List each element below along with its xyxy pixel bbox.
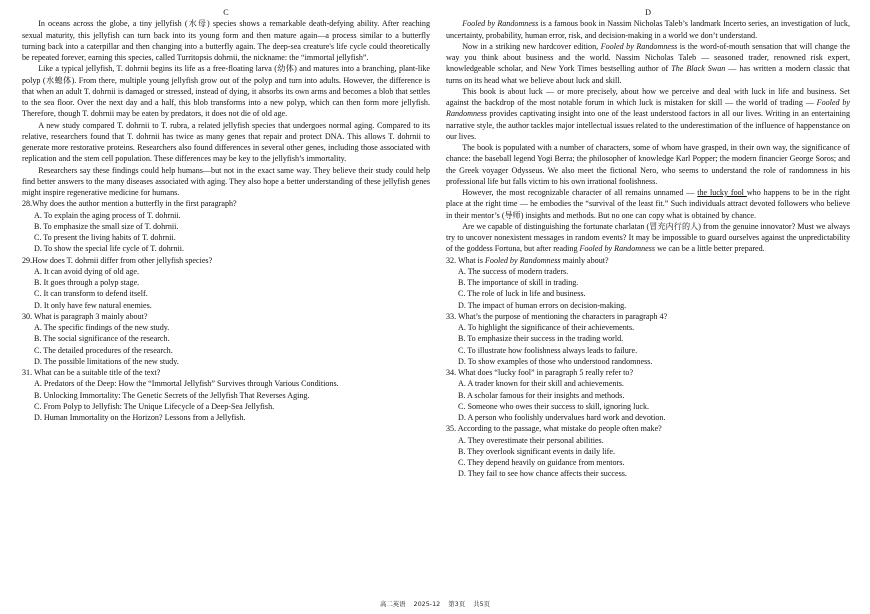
passage-d-paragraph-1 <box>446 18 850 41</box>
paragraph-text: — has written a modern classic that turns on its head what we believe about luck and skill. <box>446 64 851 85</box>
page-footer <box>0 600 870 608</box>
option-d: D. A person who foolishly undervalues hard work and devotion. <box>458 413 666 422</box>
paragraph-text: who happens to be in the right place at the right time — he embodies the “survival of the least fit.” Such individuals attract devoted followers who believe in their mentor’s (导师) insights and methods. But no one can copy what is obtained by chance. <box>446 188 851 220</box>
question-stem <box>446 255 850 266</box>
passage-c-paragraph-1: In oceans across the globe, a tiny jellyfish (水母) species shows a remarkable death-defying ability. After reaching sexual maturity, this jellyfish can turn back into its young form and then mature again—a process similar to a butterfly turning back into a caterpillar and then changing into a butterfly again. The deep-sea creature's life cycle could theoretically be repeated forever, earning this species, called Turritopsis dohrnii, the nickname: the “immortal jellyfish”. <box>22 19 430 62</box>
footer-subject: 高二英语 <box>379 600 406 608</box>
book-title: Fooled by Randomness <box>484 255 561 265</box>
passage-c-heading: C <box>223 8 229 17</box>
option-b: B. Unlocking Immortality: The Genetic Secrets of the Jellyfish That Reverses Aging. <box>34 390 310 400</box>
option-d: D. The possible limitations of the new study. <box>34 356 179 366</box>
option-b: B. The social significance of the research. <box>34 334 170 344</box>
question-29 <box>22 255 430 311</box>
option-a: A. To explain the aging process of T. dohrnii. <box>34 210 181 220</box>
option-d: D. The impact of human errors on decision-making. <box>458 300 627 310</box>
question-stem: 31. What can be a suitable title of the text? <box>22 368 161 377</box>
question-31 <box>22 367 430 423</box>
paragraph-text: Now in a striking new hardcover edition, <box>462 41 601 51</box>
option-b: B. It goes through a polyp stage. <box>34 278 140 287</box>
passage-d-column <box>446 7 850 480</box>
option-c: C. The role of luck in life and business. <box>458 289 586 299</box>
option-a: A. The success of modern traders. <box>458 266 569 276</box>
option-d: D. To show examples of those who understood randomness. <box>458 356 653 366</box>
option-c: C. It can transform to defend itself. <box>34 289 148 299</box>
question-35 <box>446 423 850 479</box>
question-stem: 34. What does “lucky fool” in paragraph 5 really refer to? <box>446 368 634 377</box>
option-b: B. They overlook significant events in daily life. <box>458 446 615 456</box>
option-d: D. They fail to see how chance affects their success. <box>458 469 627 479</box>
question-30 <box>22 311 430 367</box>
question-28 <box>22 198 430 254</box>
option-c: C. The detailed procedures of the research. <box>34 345 173 355</box>
paragraph-text: is a famous book in Nassim Nicholas Taleb’s landmark Incerto series, an investigation of luck, uncertainty, probability, human error, risk, and decision-making in a world we don’t understand. <box>446 19 850 40</box>
paragraph-text: Are we capable of distinguishing the fortunate charlatan (冒充内行的人) from the genuine innovator? Must we always try to uncover nonexistent messages in random events? It may be impossible to guard ourselves against the unpredictability of the goddess Fortuna, but after reading <box>446 221 850 254</box>
paragraph-text: is the word-of-mouth sensation that will change the way you think about business and the world. Nassim Nicholas Taleb — seasoned trader, renowned risk expert, knowledgeable scholar, and New York Times bestselling author of <box>446 41 850 74</box>
footer-page-number: 第3页 <box>448 600 466 608</box>
option-a: A. They overestimate their personal abilities. <box>458 435 604 445</box>
option-b: B. To emphasize the small size of T. dohrnii. <box>34 221 179 231</box>
option-b: B. The importance of skill in trading. <box>458 278 579 287</box>
option-a: A. Predators of the Deep: How the “Immortal Jellyfish” Survives through Various Conditions. <box>34 379 339 389</box>
passage-d-heading: D <box>645 8 651 17</box>
option-c: C. Someone who owes their success to skill, ignoring luck. <box>458 401 650 411</box>
passage-c-paragraph-3: A new study compared T. dohrnii to T. rubra, a related jellyfish species that undergoes normal aging. Compared to its relative, researchers found that T. dohrnii has twice as many genes that repair and protect DNA. This allows T. dohrnii to generate more restorative proteins. Researchers also found differences in several other genes, including those associated with replication and the stem cell population. These differences may be key to the jellyfish’s immortality. <box>22 120 430 164</box>
footer-date: 2025-12 <box>413 600 441 608</box>
passage-c-paragraph-2: Like a typical jellyfish, T. dohrnii begins its life as a free-floating larva (幼体) and matures into a branching, plant-like polyp (水螅体). From there, multiple young jellyfish grow out of the polyp and turn into adults. However, the difference is that when an adult T. dohrnii is damaged or stressed, instead of dying, it absorbs its own arms and becomes a blob that settles to the sea floor. Over the next day and a half, this blob transforms into a new polyp, which can then form more jellyfish. Therefore, though T. dohrnii may be eaten by predators, it does not die of old age. <box>22 64 430 119</box>
option-a: A. A trader known for their skill and achievements. <box>458 379 624 389</box>
option-b: B. To emphasize their success in the trading world. <box>458 334 624 344</box>
option-d: D. It only have few natural enemies. <box>34 300 152 310</box>
passage-d-paragraph-2 <box>446 41 850 86</box>
option-a: A. It can avoid dying of old age. <box>34 266 139 276</box>
option-d: D. To show the special life cycle of T. dohrnii. <box>34 244 185 254</box>
passage-d-paragraph-4: The book is populated with a number of characters, some of whom have grasped, in their own way, the significance of chance: the baseball legend Yogi Berra; the philosopher of knowledge Karl Popper; the modern financier George Soros; and the Greek voyager Odysseus. We also meet the fictional Nero, who seems to understand the role of randomness in his professional life but falls victim to his own irrational foolishness. <box>446 143 850 186</box>
paragraph-text: However, the most recognizable character of all remains unnamed — <box>462 188 698 197</box>
question-33 <box>446 311 850 367</box>
passage-c-paragraph-4: Researchers say these findings could help humans—but not in the exact same way. They believe their study could help find better answers to the many diseases associated with aging. They also hope a better understanding of these jellyfish genes might inspire regenerative medicine for humans. <box>22 165 430 197</box>
question-stem: 28.Why does the author mention a butterfly in the first paragraph? <box>22 199 237 209</box>
question-stem: 29.How does T. dohrnii differ from other jellyfish species? <box>22 255 213 265</box>
question-stem: 35. According to the passage, what mistake do people often make? <box>446 424 662 434</box>
footer-total-pages: 共5页 <box>473 600 491 608</box>
paragraph-text: This book is about luck — or more precisely, about how we perceive and deal with luck in life and business. Set against the backdrop of the most notable forum in which luck is mistaken for skill — the world of trading — <box>446 86 850 107</box>
option-c: C. To present the living habits of T. dohrnii. <box>34 233 176 242</box>
option-c: C. From Polyp to Jellyfish: The Unique Lifecycle of a Deep-Sea Jellyfish. <box>34 401 275 411</box>
passage-d-paragraph-5 <box>446 187 850 221</box>
stem-text: mainly about? <box>560 255 609 265</box>
passage-d-paragraph-6 <box>446 221 850 255</box>
book-title: Fooled by Randomness <box>462 19 539 29</box>
question-32 <box>446 255 850 311</box>
book-title: Fooled by Randomness <box>579 244 656 254</box>
paragraph-text: we can be a little better prepared. <box>655 244 765 254</box>
option-b: B. A scholar famous for their insights and methods. <box>458 390 625 400</box>
book-title: Fooled by Randomness <box>446 98 851 119</box>
stem-text: 32. What is <box>446 255 485 265</box>
option-a: A. The specific findings of the new study. <box>34 323 170 332</box>
book-title: The Black Swan <box>671 64 726 74</box>
option-d: D. Human Immortality on the Horizon? Lessons from a Jellyfish. <box>34 413 246 422</box>
passage-c-column <box>22 7 430 423</box>
option-c: C. To illustrate how foolishness always leads to failure. <box>458 345 638 355</box>
paragraph-text: provides captivating insight into one of the least understood factors in all our lives. Writing in an entertaining narrative style, the author tackles major intellectual issues related to the underestimation of the influence of happenstance on our lives. <box>446 109 850 141</box>
option-c: C. They depend heavily on guidance from mentors. <box>458 458 625 467</box>
passage-d-paragraph-3 <box>446 86 850 142</box>
option-a: A. To highlight the significance of their achievements. <box>458 323 635 332</box>
question-stem: 30. What is paragraph 3 mainly about? <box>22 311 148 321</box>
question-stem: 33. What’s the purpose of mentioning the characters in paragraph 4? <box>446 311 668 321</box>
question-34 <box>446 367 850 423</box>
underlined-phrase: the lucky fool <box>697 188 747 197</box>
book-title: Fooled by Randomness <box>600 41 678 51</box>
